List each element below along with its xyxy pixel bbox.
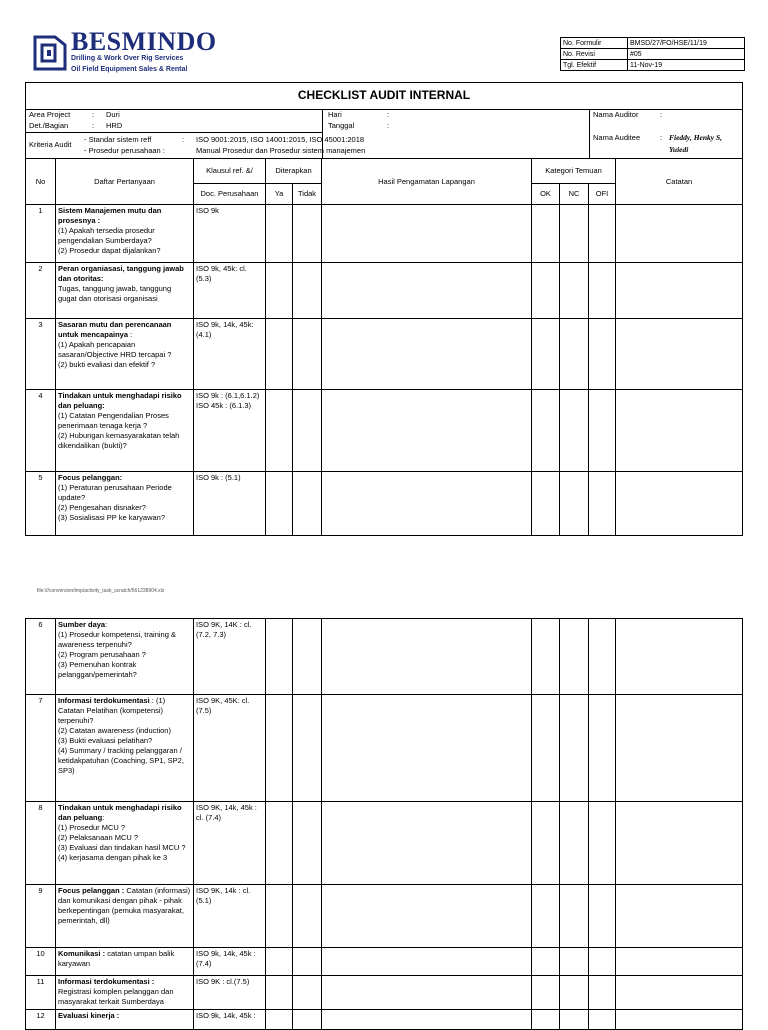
- tidak-cell[interactable]: [293, 885, 322, 948]
- question-title: Sasaran mutu dan perencanaan untuk mencapainya: [58, 320, 172, 339]
- table-row: [26, 695, 743, 802]
- ok-cell[interactable]: [532, 319, 560, 390]
- logo-tagline-2: Oil Field Equipment Sales & Rental: [71, 66, 188, 73]
- question-line: (2) Pelaksanaan MCU ?: [58, 833, 139, 842]
- ofi-cell[interactable]: [589, 619, 616, 695]
- nc-cell[interactable]: [560, 976, 589, 1010]
- ok-cell[interactable]: [532, 1010, 560, 1030]
- observation-cell[interactable]: [322, 472, 532, 536]
- row-no: 7: [26, 695, 56, 802]
- question-line: catatan umpan balik karyawan: [58, 949, 175, 968]
- standard-label: - Standar sistem reff: [84, 135, 152, 144]
- department-label: Det./Bagian: [29, 121, 69, 130]
- question-line: Tugas, tanggung jawab, tanggung gugat dan otorisasi organisasi: [58, 284, 172, 303]
- clause-ref: ISO 9k, 14k, 45k : (7.4): [194, 948, 266, 976]
- file-path-footer: file:///conversion/tmp/activity_task_scratch/561238904.xls: [37, 588, 165, 594]
- question-cell: [56, 948, 194, 976]
- ofi-cell[interactable]: [589, 472, 616, 536]
- header-klausul: Klausul ref. &/: [194, 159, 266, 184]
- form-info-value: BMSD/27/FO/HSE/11/19: [628, 38, 745, 49]
- page-title: CHECKLIST AUDIT INTERNAL: [297, 88, 471, 102]
- question-line: (2) Program perusahaan ?: [58, 650, 146, 659]
- question-line: (3) Pemenuhan kontrak pelanggan/pemerintah?: [58, 660, 137, 679]
- tidak-cell[interactable]: [293, 472, 322, 536]
- observation-cell[interactable]: [322, 695, 532, 802]
- question-line: :: [102, 813, 105, 822]
- nc-cell[interactable]: [560, 619, 589, 695]
- table-row: [26, 885, 743, 948]
- question-cell: [56, 263, 194, 319]
- row-no: 8: [26, 802, 56, 885]
- question-line: (2) Catatan awareness (induction): [58, 726, 171, 735]
- ok-cell[interactable]: [532, 390, 560, 472]
- question-cell: [56, 802, 194, 885]
- question-cell: [56, 619, 194, 695]
- question-line: (2) Hubungan kemasyarakatan telah dikendalikan (bukti)?: [58, 431, 180, 450]
- header-diterapkan: Diterapkan: [266, 159, 322, 184]
- ok-cell[interactable]: [532, 885, 560, 948]
- logo-name: BESMINDO: [71, 27, 217, 56]
- notes-cell[interactable]: [616, 976, 743, 1010]
- clause-ref: ISO 9k, 14k, 45k :: [194, 1010, 266, 1030]
- question-line: (3) Evaluasi dan tindakan hasil MCU ?: [58, 843, 186, 852]
- notes-cell[interactable]: [616, 695, 743, 802]
- ok-cell[interactable]: [532, 976, 560, 1010]
- divider: [26, 132, 322, 133]
- question-cell: [56, 205, 194, 263]
- ofi-cell[interactable]: [589, 802, 616, 885]
- row-no: 3: [26, 319, 56, 390]
- question-line: (4) Summary / tracking pelanggaran / ketidakpatuhan (Coaching, SP1, SP2, SP3): [58, 746, 184, 775]
- standard-value: ISO 9001:2015, ISO 14001:2015, ISO 45001:2018: [196, 135, 365, 144]
- question-line: (2) Pengesahan disnaker?: [58, 503, 146, 512]
- clause-ref: ISO 9k : (6.1,6.1.2) ISO 45k : (6.1.3): [194, 390, 266, 472]
- table-row: [26, 1010, 743, 1030]
- question-title: Tindakan untuk menghadapi risiko dan peluang:: [58, 391, 182, 410]
- question-title: Sistem Manajemen mutu dan prosesnya :: [58, 206, 162, 225]
- form-info-row: [561, 60, 745, 71]
- besmindo-logo-icon: [31, 33, 69, 73]
- observation-cell[interactable]: [322, 205, 532, 263]
- header-daftar: Daftar Pertanyaan: [56, 159, 194, 205]
- procedure-value: Manual Prosedur dan Prosedur sistem manajemen: [196, 146, 366, 155]
- area-project-value: Duri: [106, 110, 120, 119]
- clause-ref: ISO 9K, 45K: cl. (7.5): [194, 695, 266, 802]
- ok-cell[interactable]: [532, 472, 560, 536]
- row-no: 6: [26, 619, 56, 695]
- header-catatan: Catatan: [616, 159, 743, 205]
- question-line: Catatan (informasi) dan komunikasi dengan pihak - pihak berkepentingan (pemuka masyarakat, pemerintah, dll): [58, 886, 191, 925]
- header-no: No: [26, 159, 56, 205]
- procedure-label: - Prosedur perusahaan :: [84, 146, 165, 155]
- form-info-table: [560, 37, 745, 71]
- notes-cell[interactable]: [616, 1010, 743, 1030]
- tanggal-label: Tanggal: [328, 121, 355, 130]
- notes-cell[interactable]: [616, 619, 743, 695]
- clause-ref: ISO 9k, 14k, 45k: (4.1): [194, 319, 266, 390]
- table-row: [26, 802, 743, 885]
- row-no: 11: [26, 976, 56, 1010]
- question-line: (3) Sosialisasi PP ke karyawan?: [58, 513, 165, 522]
- header-nc: NC: [560, 184, 589, 205]
- clause-ref: ISO 9K, 14K : cl. (7.2, 7.3): [194, 619, 266, 695]
- notes-cell[interactable]: [616, 885, 743, 948]
- table-row: [26, 263, 743, 319]
- question-cell: [56, 472, 194, 536]
- clause-ref: ISO 9K, 14k, 45k : cl. (7.4): [194, 802, 266, 885]
- tidak-cell[interactable]: [293, 948, 322, 976]
- separator: :: [92, 110, 95, 119]
- tidak-cell[interactable]: [293, 319, 322, 390]
- question-line: (1) Apakah tersedia prosedur pengendalian Sumberdaya?: [58, 226, 155, 245]
- header-ofi: OFI: [589, 184, 616, 205]
- tidak-cell[interactable]: [293, 695, 322, 802]
- question-line: : (1) Catatan Pelatihan (kompetensi) terpenuhi?: [58, 696, 166, 725]
- checklist-table-2: [25, 618, 743, 1030]
- department-value: HRD: [106, 121, 123, 130]
- ya-cell[interactable]: [266, 976, 293, 1010]
- nc-cell[interactable]: [560, 263, 589, 319]
- ya-cell[interactable]: [266, 885, 293, 948]
- clause-ref: ISO 9k: [194, 205, 266, 263]
- ya-cell[interactable]: [266, 619, 293, 695]
- clause-ref: ISO 9k : (5.1): [194, 472, 266, 536]
- question-line: :: [105, 620, 108, 629]
- header-tidak: Tidak: [293, 184, 322, 205]
- question-line: (4) kerjasama dengan pihak ke 3: [58, 853, 168, 862]
- form-info-value: 11-Nov-19: [628, 60, 745, 71]
- notes-cell[interactable]: [616, 390, 743, 472]
- ofi-cell[interactable]: [589, 319, 616, 390]
- notes-cell[interactable]: [616, 263, 743, 319]
- question-cell: [56, 976, 194, 1010]
- question-cell: [56, 1010, 194, 1030]
- observation-cell[interactable]: [322, 319, 532, 390]
- notes-cell[interactable]: [616, 205, 743, 263]
- hari-label: Hari: [328, 110, 342, 119]
- ya-cell[interactable]: [266, 802, 293, 885]
- nc-cell[interactable]: [560, 885, 589, 948]
- clause-ref: ISO 9K : cl.(7.5): [194, 976, 266, 1010]
- form-info-key: Tgl. Efektif: [561, 60, 628, 71]
- question-title: Focus pelanggan :: [58, 886, 125, 895]
- nc-cell[interactable]: [560, 319, 589, 390]
- form-info-row: [561, 49, 745, 60]
- ya-cell[interactable]: [266, 390, 293, 472]
- tidak-cell[interactable]: [293, 205, 322, 263]
- observation-cell[interactable]: [322, 390, 532, 472]
- ok-cell[interactable]: [532, 263, 560, 319]
- question-line: Registrasi komplen pelanggan dan masyarakat terkait Sumberdaya: [58, 987, 174, 1006]
- question-title: Tindakan untuk menghadapi risiko dan peluang: [58, 803, 182, 822]
- notes-cell[interactable]: [616, 319, 743, 390]
- separator: :: [660, 110, 663, 119]
- question-title: Informasi terdokumentasi :: [58, 977, 155, 986]
- question-line: (1) Catatan Pengendalian Proses penerimaan tenaga kerja ?: [58, 411, 169, 430]
- nc-cell[interactable]: [560, 695, 589, 802]
- form-info-value: #05: [628, 49, 745, 60]
- table-row: [26, 319, 743, 390]
- row-no: 4: [26, 390, 56, 472]
- checklist-table-1: [25, 158, 743, 536]
- table-row: [26, 976, 743, 1010]
- observation-cell[interactable]: [322, 976, 532, 1010]
- audit-sheet-page-2: [0, 617, 768, 1024]
- nc-cell[interactable]: [560, 1010, 589, 1030]
- notes-cell[interactable]: [616, 802, 743, 885]
- form-info-row: [561, 38, 745, 49]
- question-line: :: [130, 330, 133, 339]
- question-cell: [56, 390, 194, 472]
- ok-cell[interactable]: [532, 948, 560, 976]
- form-info-key: No. Formulir: [561, 38, 628, 49]
- header-ya: Ya: [266, 184, 293, 205]
- table-header-row: [26, 159, 743, 184]
- company-logo: [29, 27, 229, 80]
- question-line: (3) Bukti evaluasi pelatihan?: [58, 736, 153, 745]
- table-row: [26, 948, 743, 976]
- tidak-cell[interactable]: [293, 1010, 322, 1030]
- question-line: (1) Peraturan perusahaan Periode update?: [58, 483, 172, 502]
- ofi-cell[interactable]: [589, 390, 616, 472]
- question-line: (1) Apakah pencapaian sasaran/Objective HRD tercapai ?: [58, 340, 172, 359]
- ok-cell[interactable]: [532, 619, 560, 695]
- question-line: (2) Prosedur dapat dijalankan?: [58, 246, 161, 255]
- tidak-cell[interactable]: [293, 619, 322, 695]
- tidak-cell[interactable]: [293, 802, 322, 885]
- auditee-value-2: Yuiedi: [669, 145, 689, 154]
- header-ok: OK: [532, 184, 560, 205]
- row-no: 10: [26, 948, 56, 976]
- separator: :: [92, 121, 95, 130]
- row-no: 5: [26, 472, 56, 536]
- row-no: 9: [26, 885, 56, 948]
- tidak-cell[interactable]: [293, 390, 322, 472]
- ofi-cell[interactable]: [589, 976, 616, 1010]
- ofi-cell[interactable]: [589, 948, 616, 976]
- question-title: Focus pelanggan:: [58, 473, 123, 482]
- form-info-key: No. Revisi: [561, 49, 628, 60]
- separator: :: [387, 110, 390, 119]
- row-no: 1: [26, 205, 56, 263]
- ya-cell[interactable]: [266, 205, 293, 263]
- observation-cell[interactable]: [322, 885, 532, 948]
- nc-cell[interactable]: [560, 948, 589, 976]
- question-cell: [56, 695, 194, 802]
- audit-info-box: [25, 109, 743, 159]
- auditor-label: Nama Auditor: [593, 110, 639, 119]
- question-title: Komunikasi :: [58, 949, 106, 958]
- row-no: 2: [26, 263, 56, 319]
- ok-cell[interactable]: [532, 802, 560, 885]
- tidak-cell[interactable]: [293, 263, 322, 319]
- title-box: [25, 82, 743, 110]
- ya-cell[interactable]: [266, 1010, 293, 1030]
- ya-cell[interactable]: [266, 263, 293, 319]
- question-title: Evaluasi kinerja :: [58, 1011, 120, 1020]
- question-line: (1) Prosedur MCU ?: [58, 823, 126, 832]
- ofi-cell[interactable]: [589, 885, 616, 948]
- tidak-cell[interactable]: [293, 976, 322, 1010]
- ya-cell[interactable]: [266, 948, 293, 976]
- auditee-label: Nama Auditee: [593, 133, 641, 142]
- observation-cell[interactable]: [322, 948, 532, 976]
- ya-cell[interactable]: [266, 472, 293, 536]
- auditee-value: Fieddy, Henky S,: [669, 133, 723, 142]
- question-title: Informasi terdokumentasi: [58, 696, 150, 705]
- observation-cell[interactable]: [322, 263, 532, 319]
- table-row: [26, 619, 743, 695]
- observation-cell[interactable]: [322, 619, 532, 695]
- area-project-label: Area Project: [29, 110, 71, 119]
- header-hasil: Hasil Pengamatan Lapangan: [322, 159, 532, 205]
- divider: [589, 109, 590, 158]
- ofi-cell[interactable]: [589, 205, 616, 263]
- question-title: Peran organiasasi, tanggung jawab dan otoritas:: [58, 264, 184, 283]
- nc-cell[interactable]: [560, 205, 589, 263]
- clause-ref: ISO 9K, 14k : cl. (5.1): [194, 885, 266, 948]
- question-cell: [56, 319, 194, 390]
- table-row: [26, 390, 743, 472]
- logo-tagline-1: Drilling & Work Over Rig Services: [71, 55, 184, 62]
- clause-ref: ISO 9k, 45k: cl. (5.3): [194, 263, 266, 319]
- ok-cell[interactable]: [532, 205, 560, 263]
- separator: :: [660, 133, 663, 142]
- header-doc: Doc. Perusahaan: [194, 184, 266, 205]
- question-cell: [56, 885, 194, 948]
- ofi-cell[interactable]: [589, 1010, 616, 1030]
- nc-cell[interactable]: [560, 390, 589, 472]
- ofi-cell[interactable]: [589, 695, 616, 802]
- separator: :: [387, 121, 390, 130]
- ya-cell[interactable]: [266, 319, 293, 390]
- question-title: Sumber daya: [58, 620, 106, 629]
- row-no: 12: [26, 1010, 56, 1030]
- separator: :: [182, 135, 185, 144]
- ofi-cell[interactable]: [589, 263, 616, 319]
- nc-cell[interactable]: [560, 802, 589, 885]
- notes-cell[interactable]: [616, 948, 743, 976]
- observation-cell[interactable]: [322, 802, 532, 885]
- question-line: (1) Prosedur kompetensi, training & awareness terpenuhi?: [58, 630, 176, 649]
- kriteria-audit-label: Kriteria Audit: [29, 140, 72, 149]
- observation-cell[interactable]: [322, 1010, 532, 1030]
- table-row: [26, 472, 743, 536]
- question-line: (2) bukti evaliasi dan efektif ?: [58, 360, 156, 369]
- table-row: [26, 205, 743, 263]
- ok-cell[interactable]: [532, 695, 560, 802]
- notes-cell[interactable]: [616, 472, 743, 536]
- header-kategori: Kategori Temuan: [532, 159, 616, 184]
- nc-cell[interactable]: [560, 472, 589, 536]
- ya-cell[interactable]: [266, 695, 293, 802]
